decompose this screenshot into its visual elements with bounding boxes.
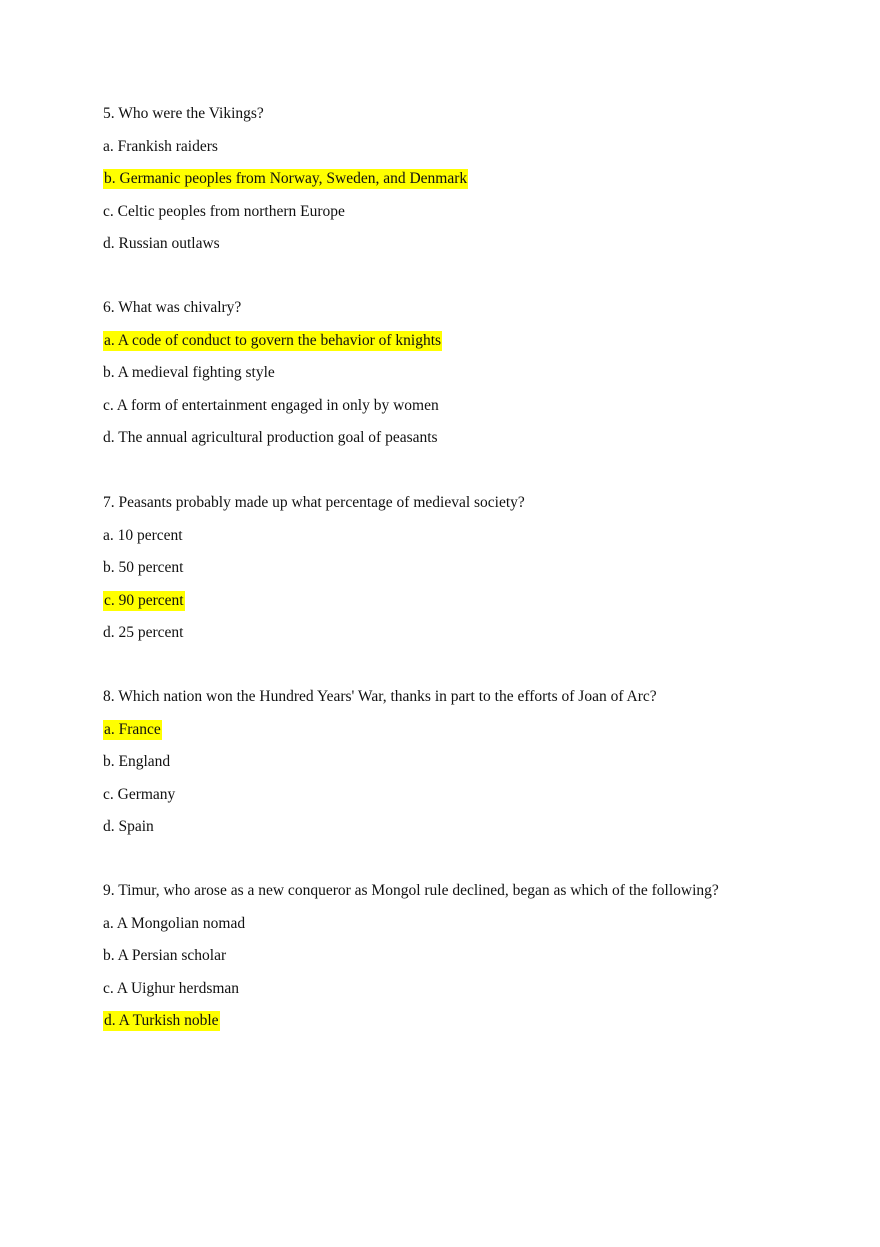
answer-option: d. The annual agricultural production goal of peasants: [103, 429, 438, 446]
question-5: [103, 98, 823, 261]
question-9: [103, 875, 823, 1038]
question-7: [103, 487, 823, 650]
question-6: [103, 292, 823, 455]
question-8: [103, 681, 823, 844]
answer-option: d. Spain: [103, 818, 154, 835]
answer-option: c. Germany: [103, 785, 176, 803]
question-text: 8. Which nation won the Hundred Years' War, thanks in part to the efforts of Joan of Arc?: [103, 688, 657, 705]
answer-option: c. A Uighur herdsman: [103, 979, 240, 997]
answer-option: b. 50 percent: [103, 559, 184, 576]
question-text: 9. Timur, who arose as a new conqueror as Mongol rule declined, began as which of the following?: [103, 882, 719, 899]
answer-option: b. England: [103, 753, 171, 770]
question-text: 6. What was chivalry?: [103, 299, 242, 316]
answer-option-highlighted: b. Germanic peoples from Norway, Sweden, and Denmark: [104, 170, 468, 187]
answer-option: a. 10 percent: [103, 526, 183, 544]
answer-option-highlighted: a. France: [104, 720, 161, 738]
answer-option-highlighted: d. A Turkish noble: [104, 1012, 219, 1029]
answer-option: d. 25 percent: [103, 624, 184, 641]
answer-option-highlighted: a. A code of conduct to govern the behavior of knights: [104, 331, 442, 349]
answer-option: d. Russian outlaws: [103, 235, 220, 252]
answer-option: a. A Mongolian nomad: [103, 914, 246, 932]
answer-option: c. A form of entertainment engaged in only by women: [103, 396, 439, 414]
answer-option: a. Frankish raiders: [103, 137, 218, 155]
answer-option: b. A medieval fighting style: [103, 364, 275, 381]
question-text: 7. Peasants probably made up what percentage of medieval society?: [103, 494, 525, 511]
answer-option: b. A Persian scholar: [103, 947, 227, 964]
answer-option-highlighted: c. 90 percent: [104, 591, 184, 609]
answer-option: c. Celtic peoples from northern Europe: [103, 202, 345, 220]
question-text: 5. Who were the Vikings?: [103, 105, 264, 122]
